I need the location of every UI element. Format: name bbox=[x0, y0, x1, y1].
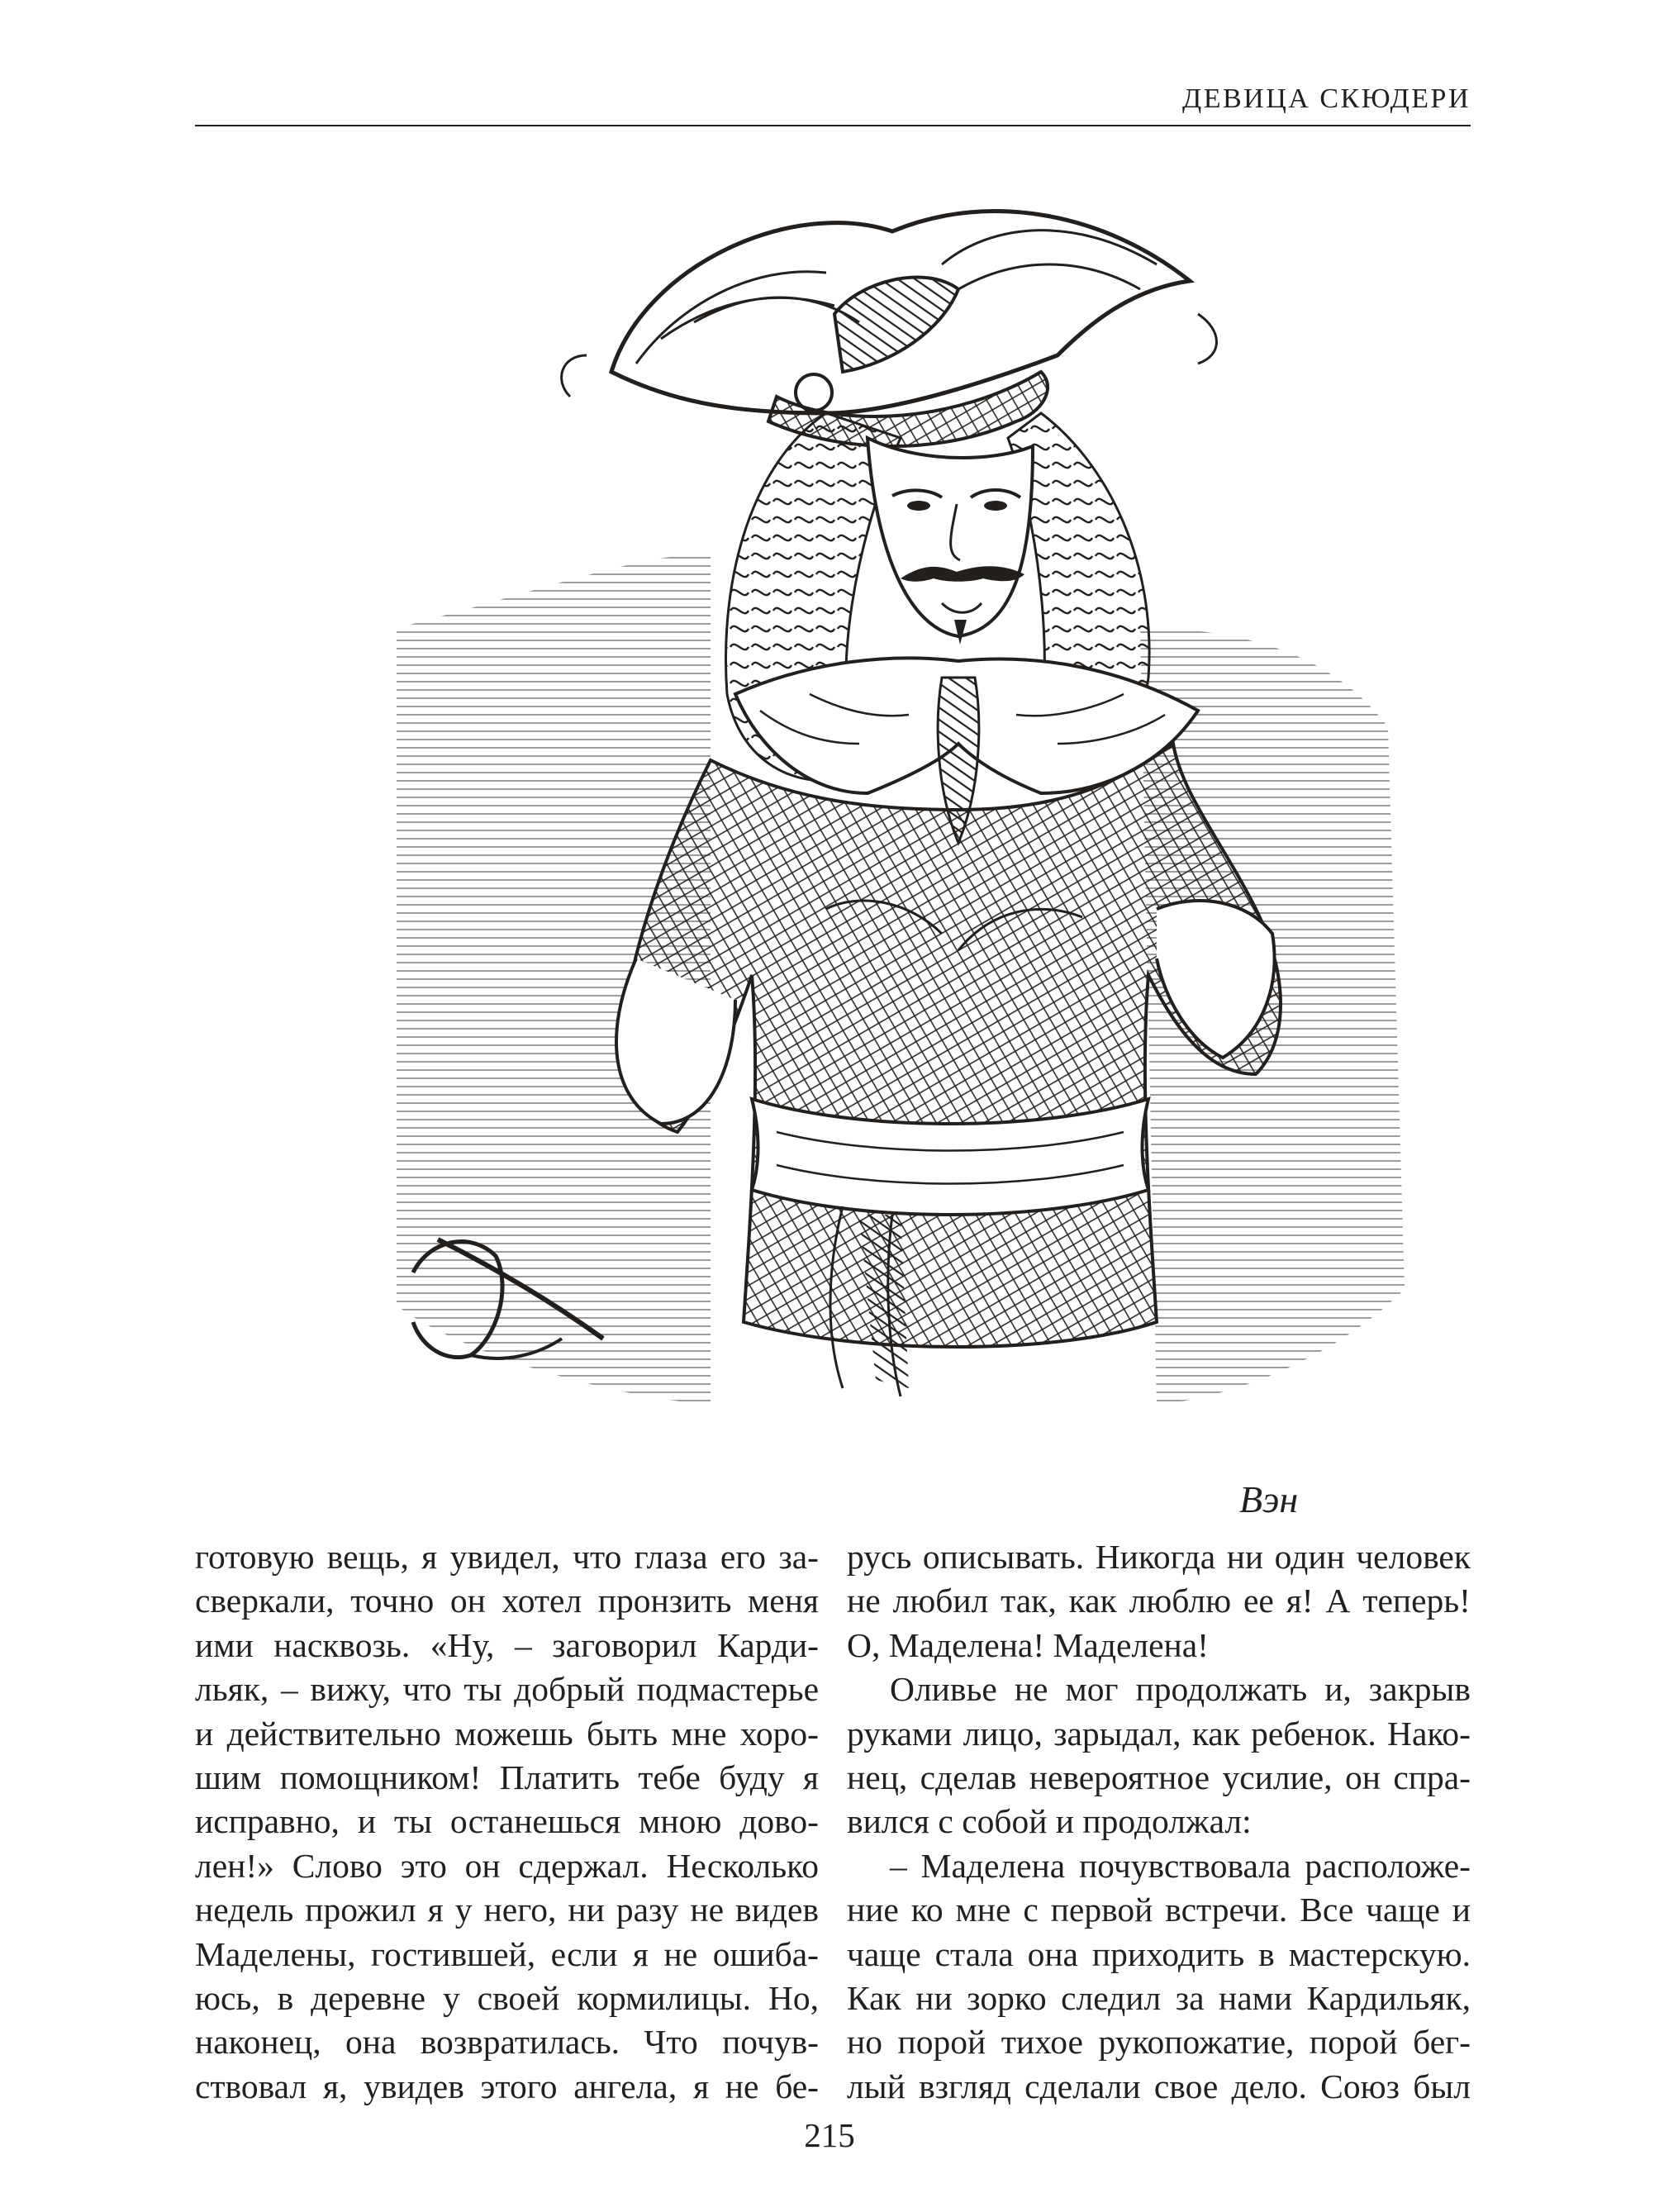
text-line: сверкали, точно он хотел пронзить меня bbox=[195, 1582, 819, 1620]
text-line: и действительно можешь быть мне хоро- bbox=[195, 1714, 819, 1753]
face bbox=[868, 438, 1033, 645]
text-line: руками лицо, зарыдал, как ребенок. Нако- bbox=[847, 1714, 1471, 1753]
text-line: русь описывать. Никогда ни один человек bbox=[847, 1538, 1471, 1576]
running-header: ДЕВИЦА СКЮДЕРИ bbox=[1182, 83, 1471, 114]
text-line: юсь, в деревне у своей кормилицы. Но, bbox=[195, 1979, 819, 2018]
cavalier-portrait-engraving bbox=[364, 165, 1454, 1520]
text-line: Маделены, гостившей, если я не ошиба- bbox=[195, 1934, 819, 1973]
text-line: льяк, – вижу, что ты добрый подмастерье bbox=[195, 1670, 819, 1709]
text-line: чаще стала она приходить в мастерскую. bbox=[847, 1934, 1471, 1973]
header-rule bbox=[195, 125, 1471, 126]
text-line: лен!» Слово это он сдержал. Несколько bbox=[195, 1846, 819, 1885]
text-line: Как ни зорко следил за нами Кардильяк, bbox=[847, 1979, 1471, 2018]
text-line: исправно, и ты останешься мною дово- bbox=[195, 1802, 819, 1841]
text-line: но порой тихое рукопожатие, порой бег- bbox=[847, 2023, 1471, 2062]
text-line: готовую вещь, я увидел, что глаза его за- bbox=[195, 1538, 819, 1576]
page-number: 215 bbox=[804, 2116, 855, 2154]
text-line: нец, сделав невероятное усилие, он спра- bbox=[847, 1758, 1471, 1797]
engraving-illustration bbox=[364, 165, 1454, 1520]
text-line: лый взгляд сделали свое дело. Союз был bbox=[847, 2067, 1471, 2105]
text-line: недель прожил я у него, ни разу не видев bbox=[195, 1891, 819, 1929]
text-line: наконец, она возвратилась. Что почув- bbox=[195, 2023, 819, 2062]
text-line: не любил так, как люблю ее я! А теперь! bbox=[847, 1582, 1471, 1620]
text-line: ние ко мне с первой встречи. Все чаще и bbox=[847, 1891, 1471, 1929]
text-line: вился с собой и продолжал: bbox=[847, 1802, 1252, 1841]
text-line: шим помощником! Платить тебе буду я bbox=[195, 1758, 819, 1797]
text-column-left bbox=[195, 1535, 819, 2109]
text-line: ствовал я, увидев этого ангела, я не бе- bbox=[195, 2067, 819, 2105]
artist-signature: Вэн bbox=[1239, 1478, 1299, 1520]
text-column-right bbox=[847, 1535, 1471, 2109]
text-line: О, Маделена! Маделена! bbox=[847, 1625, 1209, 1664]
paragraph-first-line: – Маделена почувствовала расположе- bbox=[890, 1846, 1471, 1885]
plumed-hat bbox=[562, 212, 1217, 446]
text-line: ими насквозь. «Ну, – заговорил Карди- bbox=[195, 1625, 819, 1664]
paragraph-first-line: Оливье не мог продолжать и, закрыв bbox=[890, 1670, 1471, 1709]
